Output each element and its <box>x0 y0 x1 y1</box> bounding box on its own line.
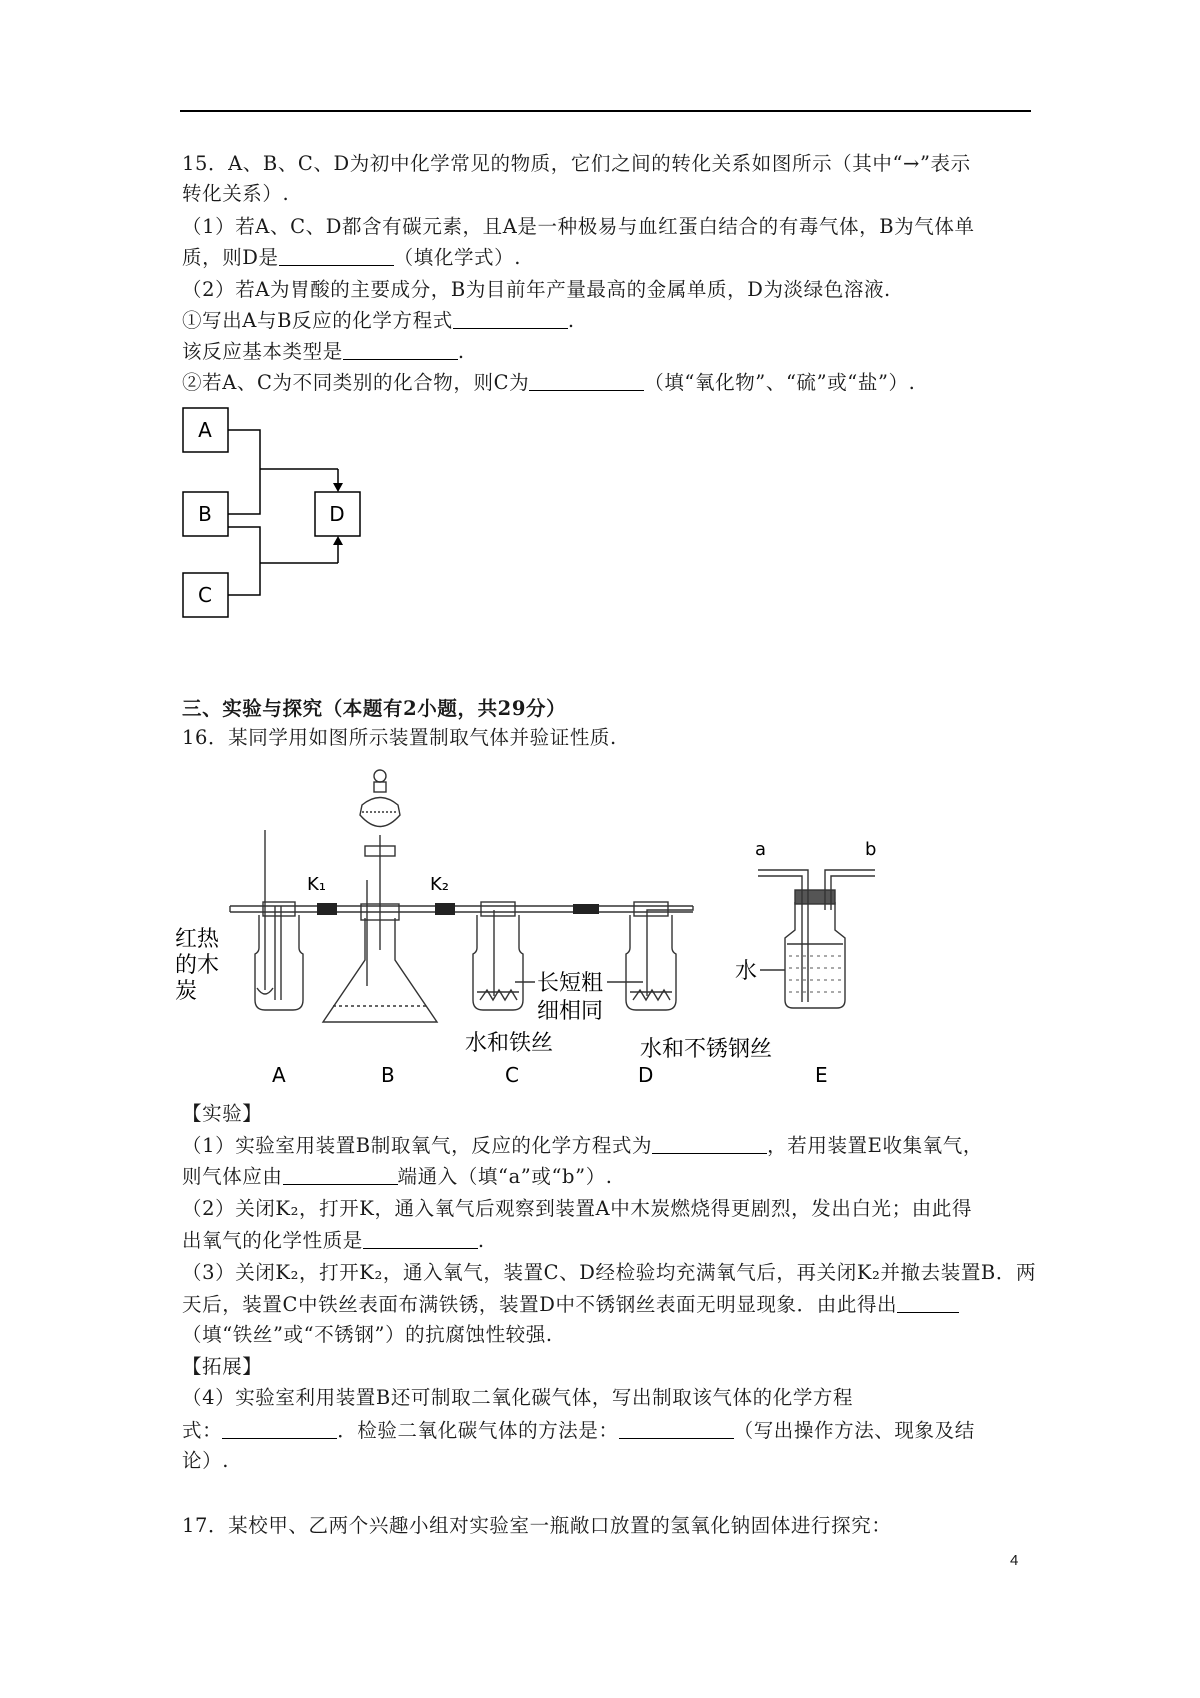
q16-part1-text: （1）实验室用装置B制取氧气，反应的化学方程式为 <box>182 1134 653 1157</box>
bottle-e <box>785 902 845 1008</box>
q16-part3-text: 天后，装置C中铁丝表面布满铁锈，装置D中不锈钢丝表面无明显现象．由此得出 <box>182 1293 898 1316</box>
q15-part1-text: 质，则D是 <box>182 246 279 269</box>
answer-blank-oxygen-property[interactable] <box>363 1226 478 1249</box>
q16-part2-text: 出氧气的化学性质是 <box>182 1229 363 1252</box>
q15-stem-line2: 转化关系）. <box>182 182 290 205</box>
water-pattern-e <box>789 956 841 992</box>
bottle-a <box>255 915 303 1010</box>
q15-part2-ii-hint: （填“氧化物”、“硫”或“盐”）. <box>644 371 916 394</box>
connector-a-b <box>228 430 260 514</box>
label-water-steel: 水和不锈钢丝 <box>640 1037 773 1062</box>
label-k1: K₁ <box>307 874 327 895</box>
q16-part1-inlet-text: 则气体应由 <box>182 1165 283 1188</box>
q15-reaction-type-line <box>182 337 465 366</box>
answer-blank-co2-equation[interactable] <box>222 1416 337 1439</box>
answer-blank-oxygen-equation[interactable] <box>652 1131 767 1154</box>
caption-e: E <box>815 1063 828 1087</box>
q16-part1-inlet-hint: 端通入（填“a”或“b”）. <box>397 1165 613 1188</box>
q16-apparatus-figure <box>175 760 955 1090</box>
q16-part2-line1: （2）关闭K₂，打开K，通入氧气后观察到装置A中木炭燃烧得更剧烈，发出白光；由此得 <box>182 1197 973 1220</box>
tube-e-b-inner <box>831 876 875 910</box>
label-same-size-2: 细相同 <box>537 999 604 1024</box>
label-red-hot-3: 炭 <box>175 979 198 1004</box>
stopper-c <box>481 902 515 916</box>
q15-part1-line2 <box>182 243 521 272</box>
arrow-head-down <box>333 483 343 492</box>
q15-part1-hint: （填化学式）. <box>393 246 522 269</box>
q16-part4-line3: 论）. <box>182 1449 229 1472</box>
q15-reaction-type-period: . <box>457 340 465 363</box>
experiment-heading: 【实验】 <box>182 1102 263 1125</box>
box-d-label: D <box>329 502 345 526</box>
caption-d: D <box>638 1063 654 1087</box>
q16-part4-text: 式： <box>182 1419 223 1442</box>
header-rule <box>180 110 1031 112</box>
q15-conversion-diagram <box>180 405 380 620</box>
q16-part4-line1: （4）实验室利用装置B还可制取二氧化碳气体，写出制取该气体的化学方程 <box>182 1386 854 1409</box>
label-red-hot-2: 的木 <box>175 953 220 978</box>
label-red-hot-1: 红热 <box>175 927 220 952</box>
clamp-k1[interactable] <box>317 903 337 915</box>
label-port-b: b <box>865 839 877 860</box>
extension-heading: 【拓展】 <box>182 1355 263 1378</box>
answer-blank-reaction-type[interactable] <box>343 337 458 360</box>
caption-c: C <box>505 1063 519 1087</box>
q16-part4-text-2: ．检验二氧化碳气体的方法是： <box>337 1419 619 1442</box>
q17-stem: 17．某校甲、乙两个兴趣小组对实验室一瓶敞口放置的氢氧化钠固体进行探究： <box>182 1514 892 1537</box>
q15-part2-line: （2）若A为胃酸的主要成分，B为目前年产量最高的金属单质，D为淡绿色溶液. <box>182 278 891 301</box>
q15-reaction-type-text: 该反应基本类型是 <box>182 340 343 363</box>
label-same-size-1: 长短粗 <box>537 971 604 996</box>
q15-part2-i-line <box>182 306 575 335</box>
q15-part1-line1: （1）若A、C、D都含有碳元素，且A是一种极易与血红蛋白结合的有毒气体，B为气体单 <box>182 215 975 238</box>
q16-part4-hint: （写出操作方法、现象及结 <box>733 1419 975 1442</box>
answer-blank-co2-test[interactable] <box>619 1416 734 1439</box>
tube-d <box>647 906 693 996</box>
stopper-a <box>263 902 295 916</box>
q16-part2-period: . <box>477 1229 485 1252</box>
answer-blank-d-formula[interactable] <box>279 243 394 266</box>
caption-a: A <box>272 1063 286 1087</box>
q16-stem: 16．某同学用如图所示装置制取气体并验证性质. <box>182 726 617 749</box>
q15-part2-i-text: ①写出A与B反应的化学方程式 <box>182 309 453 332</box>
answer-blank-inlet-end[interactable] <box>283 1162 398 1185</box>
label-water-iron: 水和铁丝 <box>465 1031 554 1056</box>
label-k2: K₂ <box>430 874 450 895</box>
funnel-neck <box>374 782 386 792</box>
box-c-label: C <box>198 583 212 607</box>
q16-part1-text-2: ，若用装置E收集氧气， <box>767 1134 983 1157</box>
q16-part1-line2 <box>182 1162 613 1191</box>
iron-wire <box>480 990 517 1000</box>
page-number: 4 <box>1010 1552 1019 1569</box>
q16-part1-line1 <box>182 1131 983 1160</box>
answer-blank-corrosion-resistance[interactable] <box>897 1290 959 1313</box>
label-water: 水 <box>735 959 758 984</box>
steel-wire <box>633 990 670 1000</box>
clamp-k2[interactable] <box>435 903 455 915</box>
answer-blank-equation[interactable] <box>453 306 568 329</box>
q15-part2-ii-text: ②若A、C为不同类别的化合物，则C为 <box>182 371 530 394</box>
caption-b: B <box>381 1063 395 1087</box>
funnel-stopper <box>374 770 386 782</box>
box-b-label: B <box>198 502 212 526</box>
box-a-label: A <box>198 418 212 442</box>
bottle-d <box>626 915 676 1010</box>
q16-part3-line1: （3）关闭K₂，打开K₂，通入氧气，装置C、D经检验均充满氧气后，再关闭K₂并撤去装置B．两 <box>182 1261 1037 1284</box>
stopper-d <box>634 902 668 916</box>
bottle-c <box>473 915 523 1010</box>
q16-part4-line2 <box>182 1416 975 1445</box>
rubber-connector <box>573 904 599 914</box>
q16-part3-line3: （填“铁丝”或“不锈钢”）的抗腐蚀性较强. <box>182 1323 553 1346</box>
connector-b-c <box>228 527 260 595</box>
q15-stem-line1: 15．A、B、C、D为初中化学常见的物质，它们之间的转化关系如图所示（其中“→”表示 <box>182 152 971 175</box>
arrow-head-up <box>333 536 343 545</box>
label-port-a: a <box>755 839 767 860</box>
section-3-heading: 三、实验与探究（本题有2小题，共29分） <box>182 697 567 720</box>
q15-part2-ii-line <box>182 368 915 397</box>
q16-part3-line2 <box>182 1290 959 1319</box>
answer-blank-c-category[interactable] <box>529 368 644 391</box>
q15-part2-i-period: . <box>567 309 575 332</box>
q16-part2-line2 <box>182 1226 485 1255</box>
stopper-e <box>795 890 835 904</box>
